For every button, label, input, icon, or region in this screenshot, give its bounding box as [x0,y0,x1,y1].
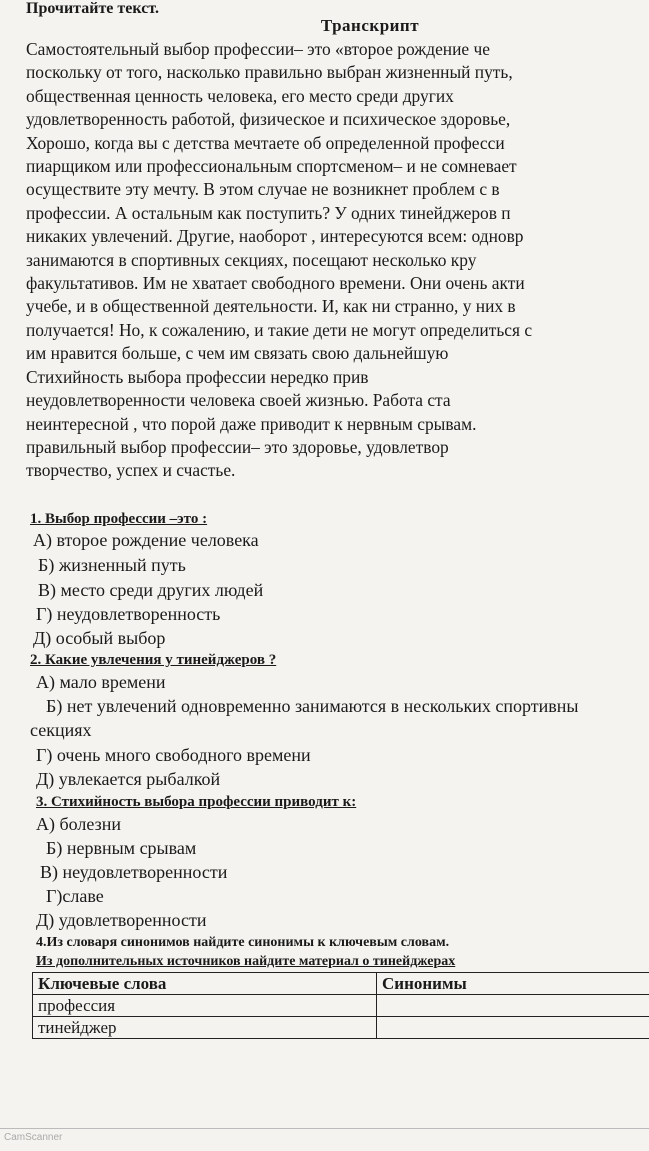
synonym-cell[interactable] [377,1017,649,1039]
text-line: занимаются в спортивных секциях, посещают несколько кру [26,249,477,270]
text-line: никаких увлечений. Другие, наоборот , интересуются всем: одновр [26,226,524,247]
question-1: 1. Выбор профессии –это : [30,511,208,527]
text-line: правильный выбор профессии– это здоровье, удовлетвор [26,436,449,457]
q3-option-b: Б) нервным срывам [46,838,197,858]
q3-option-a: А) болезни [36,814,121,834]
task-4-line-1: 4.Из словаря синонимов найдите синонимы к ключевым словам. [36,935,450,950]
q1-option-b: Б) жизненный путь [38,555,186,575]
header-synonyms: Синонимы [377,973,649,995]
q2-option-a: А) мало времени [36,672,166,692]
q1-option-a: А) второе рождение человека [33,530,259,550]
synonyms-table [32,972,649,1039]
text-line: удовлетворенность работой, физическое и психическое здоровье, [26,109,511,130]
text-line: осуществите эту мечту. В этом случае не возникнет проблем с в [26,179,500,200]
table-row [33,995,649,1017]
text-line: учебе, и в общественной деятельности. И, как ни странно, у них в [26,296,516,317]
text-title: Транскрипт [320,16,420,35]
reading-text [26,38,649,483]
page-edge [0,1128,649,1129]
q1-option-c: В) место среди других людей [38,580,264,600]
q2-option-d: Д) увлекается рыбалкой [36,769,221,789]
text-line: получается! Но, к сожалению, и такие дети не могут определиться с [26,319,533,340]
keyword-cell: профессия [33,995,377,1017]
instruction: Прочитайте текст. [26,0,159,17]
q3-option-c: В) неудовлетворенности [40,862,228,882]
keyword-cell: тинейджер [33,1017,377,1039]
scanner-watermark: CamScanner [4,1132,63,1143]
text-line: неудовлетворенности человека своей жизнью. Работа ста [26,390,451,411]
task-4-line-2: Из дополнительных источников найдите материал о тинейджерах [36,954,456,969]
q1-option-e: Д) особый выбор [33,628,166,648]
text-line: Хорошо, когда вы с детства мечтаете об определенной професси [26,132,505,153]
question-3: 3. Стихийность выбора профессии приводит к: [36,794,357,810]
header-keywords: Ключевые слова [33,973,377,995]
text-line: профессии. А остальным как поступить? У одних тинейджеров п [26,202,511,223]
q3-option-d: Г)славе [46,886,104,906]
text-line: творчество, успех и счастье. [26,460,236,481]
q1-option-d: Г) неудовлетворенность [36,604,221,624]
text-line: поскольку от того, насколько правильно выбран жизненный путь, [26,62,513,83]
q2-option-c: Г) очень много свободного времени [36,745,311,765]
question-2: 2. Какие увлечения у тинейджеров ? [30,652,277,668]
q3-option-e: Д) удовлетворенности [36,910,207,930]
text-line: пиарщиком или профессиональным спортсменом– и не сомневает [26,156,517,177]
text-line: Самостоятельный выбор профессии– это «второе рождение че [26,39,490,59]
table-row [33,1017,649,1039]
text-line: общественная ценность человека, его место среди других [26,85,454,106]
text-line: факультативов. Им не хватает свободного времени. Они очень акти [26,273,525,294]
text-line: им нравится больше, с чем им связать свою дальнейшую [26,343,449,364]
synonym-cell[interactable] [377,995,649,1017]
text-line: неинтересной , что порой даже приводит к нервным срывам. [26,413,477,434]
text-line: Стихийность выбора профессии нередко прив [26,366,369,387]
q2-option-b-cont: секциях [30,720,92,740]
q2-option-b: Б) нет увлечений одновременно занимаются в нескольких спортивны [46,696,579,716]
table-header-row [33,973,649,995]
